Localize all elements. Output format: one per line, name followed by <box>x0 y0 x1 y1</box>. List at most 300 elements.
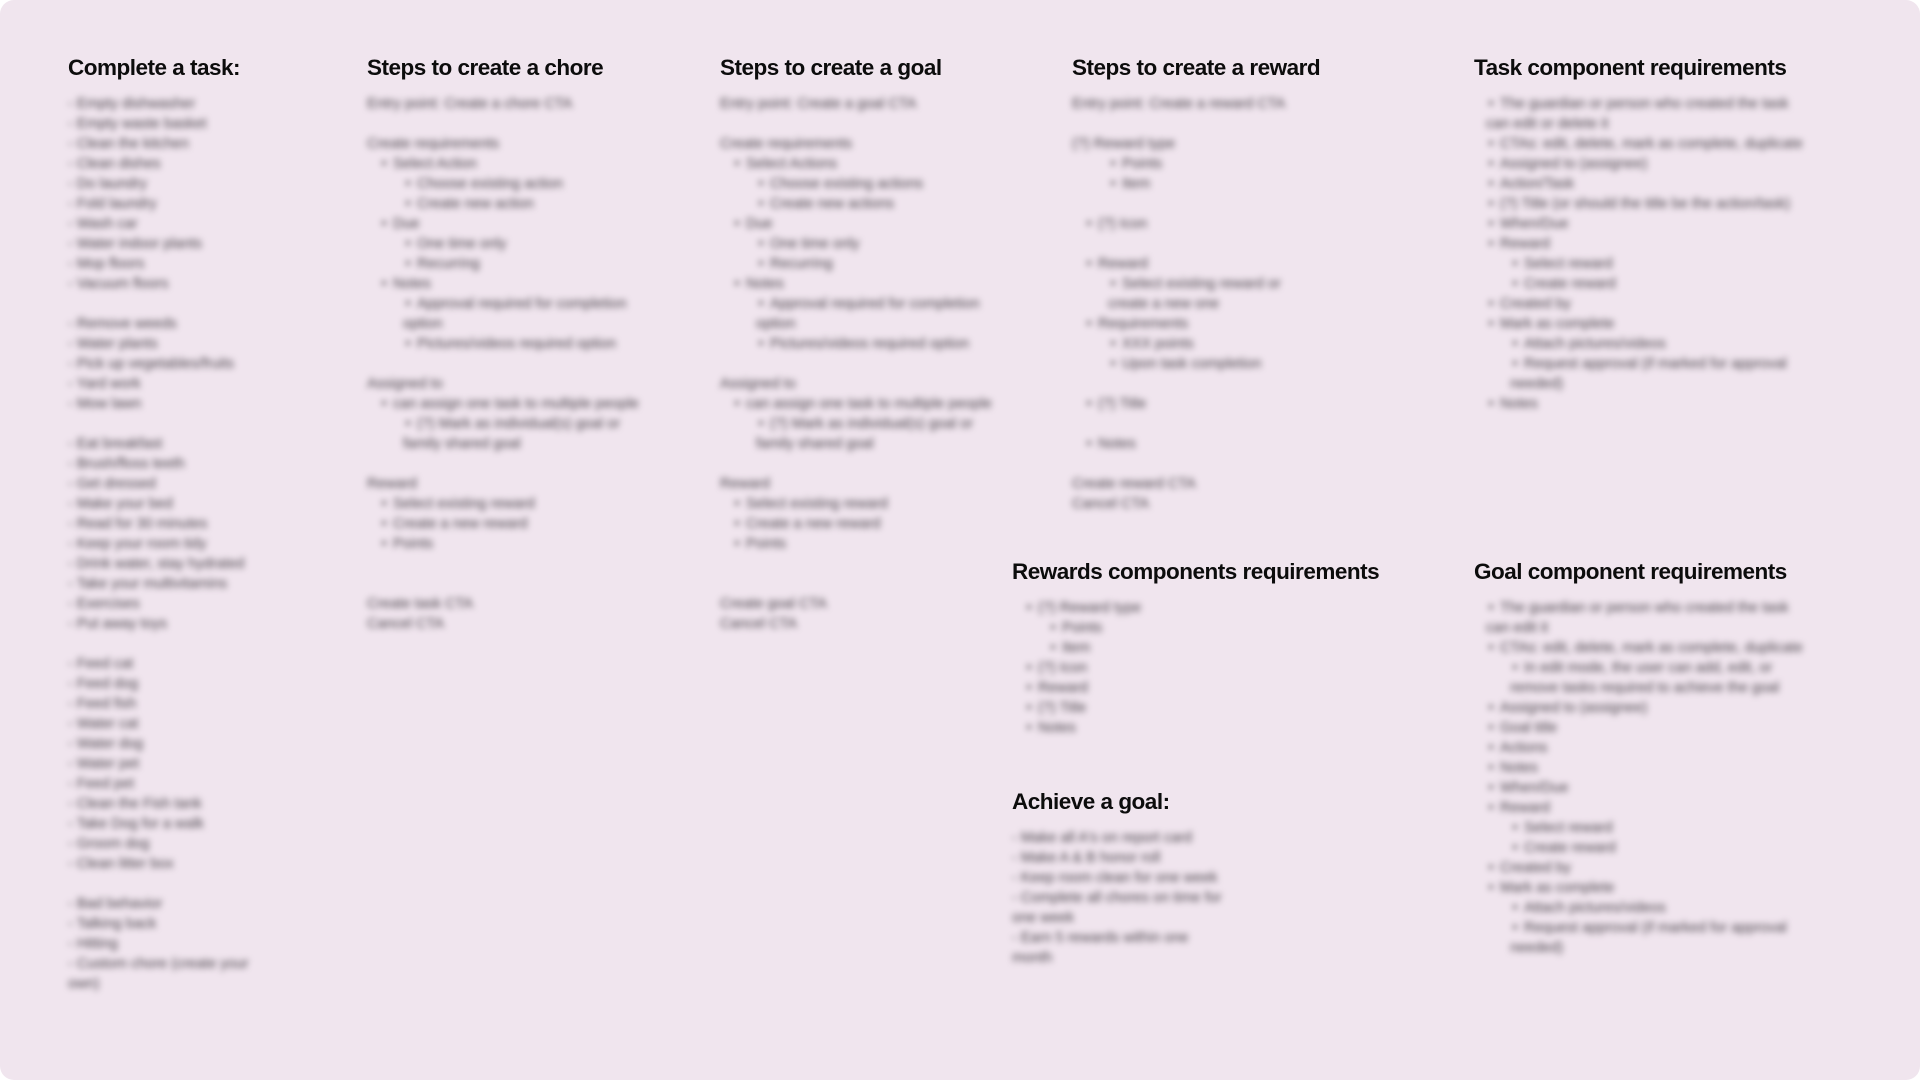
list-item-text: Select existing reward <box>746 496 888 512</box>
list-item <box>1474 274 1809 294</box>
list-item <box>1474 918 1809 958</box>
list-item <box>1474 718 1809 738</box>
list-item <box>1474 334 1809 354</box>
bullet-icon: • <box>1488 296 1494 312</box>
list-item-text: Requirements <box>1098 316 1189 332</box>
list-item-text: - Eat breakfast <box>68 436 163 452</box>
section-body <box>367 94 642 634</box>
bullet-icon: • <box>381 496 387 512</box>
list-item-text: Attach pictures/videos <box>1524 900 1666 916</box>
list-item-text: - Wash car <box>68 216 138 232</box>
list-item <box>1474 798 1809 818</box>
list-item-text: - Fold laundry <box>68 196 157 212</box>
list-item <box>1072 394 1322 414</box>
section-body <box>1474 598 1809 958</box>
list-item <box>720 614 995 634</box>
line-spacer <box>1072 414 1322 434</box>
list-item-text: Select Action <box>393 156 477 172</box>
list-item-text: Approval required for completion option <box>756 296 980 332</box>
bullet-icon: • <box>1488 640 1494 656</box>
bullet-icon: • <box>1488 780 1494 796</box>
section-body <box>1474 94 1809 414</box>
list-item-text: (?) Title <box>1038 700 1087 716</box>
bullet-icon: • <box>734 396 740 412</box>
list-item <box>1474 858 1809 878</box>
bullet-icon: • <box>405 416 411 432</box>
list-item-text: (?) Mark as individual(s) goal or family shared goal <box>756 416 974 452</box>
list-item-text: Create reward CTA <box>1072 476 1196 492</box>
section-achieve-goal <box>1012 788 1227 968</box>
list-item-text: Request approval (if marked for approval needed) <box>1510 920 1787 956</box>
list-item <box>1072 274 1322 314</box>
list-item-text: (?) Reward type <box>1038 600 1142 616</box>
list-item-text: Select reward <box>1524 256 1613 272</box>
list-item-text: Select reward <box>1524 820 1613 836</box>
list-item-text: Create requirements <box>367 136 500 152</box>
list-item <box>720 534 995 554</box>
line-spacer <box>68 874 283 894</box>
bullet-icon: • <box>1110 336 1116 352</box>
list-item-text: When/Due <box>1500 780 1569 796</box>
list-item <box>68 274 283 294</box>
list-item <box>367 494 642 514</box>
list-item-text: - Clean dishes <box>68 156 161 172</box>
list-item <box>1012 698 1432 718</box>
bullet-icon: • <box>1086 436 1092 452</box>
bullet-icon: • <box>1488 740 1494 756</box>
list-item-text: Choose existing actions <box>770 176 924 192</box>
list-item <box>68 94 283 114</box>
list-item-text: - Water dog <box>68 736 144 752</box>
list-item <box>367 374 642 394</box>
list-item <box>1072 154 1322 174</box>
list-item <box>1474 134 1809 154</box>
list-item <box>720 174 995 194</box>
line-spacer <box>1072 374 1322 394</box>
section-goal-component <box>1474 558 1809 958</box>
list-item <box>1012 718 1432 738</box>
list-item <box>68 774 283 794</box>
bullet-icon: • <box>1026 660 1032 676</box>
list-item-text: Request approval (if marked for approval needed) <box>1510 356 1787 392</box>
list-item-text: Created by <box>1500 296 1571 312</box>
list-item <box>1012 868 1227 888</box>
list-item <box>1474 194 1809 214</box>
section-complete-task <box>68 54 283 994</box>
list-item <box>68 954 283 994</box>
bullet-icon: • <box>1512 900 1518 916</box>
list-item <box>720 334 995 354</box>
list-item-text: - Clean the Fish tank <box>68 796 202 812</box>
list-item-text: Item <box>1062 640 1091 656</box>
line-spacer <box>367 454 642 474</box>
bullet-icon: • <box>1488 96 1494 112</box>
bullet-icon: • <box>1488 720 1494 736</box>
list-item-text: Assigned to <box>720 376 796 392</box>
bullet-icon: • <box>405 296 411 312</box>
list-item <box>367 194 642 214</box>
bullet-icon: • <box>1512 840 1518 856</box>
bullet-icon: • <box>734 276 740 292</box>
line-spacer <box>1072 234 1322 254</box>
list-item-text: CTAs: edit, delete, mark as complete, duplicate <box>1500 640 1803 656</box>
list-item-text: - Make your bed <box>68 496 173 512</box>
list-item <box>367 514 642 534</box>
list-item-text: Recurring <box>770 256 833 272</box>
bullet-icon: • <box>1512 920 1518 936</box>
list-item-text: When/Due <box>1500 216 1569 232</box>
line-spacer <box>68 414 283 434</box>
list-item-text: Goal title <box>1500 720 1558 736</box>
bullet-icon: • <box>1086 216 1092 232</box>
list-item <box>68 214 283 234</box>
list-item-text: Entry point: Create a goal CTA <box>720 96 917 112</box>
line-spacer <box>367 554 642 574</box>
list-item <box>68 934 283 954</box>
list-item-text: - Talking back <box>68 916 157 932</box>
list-item-text: Create reward <box>1524 276 1616 292</box>
bullet-icon: • <box>1026 680 1032 696</box>
bullet-icon: • <box>381 536 387 552</box>
list-item <box>1012 598 1432 618</box>
bullet-icon: • <box>381 156 387 172</box>
section-title: Complete a task: <box>68 55 241 80</box>
bullet-icon: • <box>1086 396 1092 412</box>
list-item <box>68 614 283 634</box>
bullet-icon: • <box>1488 196 1494 212</box>
bullet-icon: • <box>405 336 411 352</box>
list-item-text: Due <box>393 216 420 232</box>
section-title: Rewards components requirements <box>1012 559 1380 584</box>
section-create-reward <box>1072 54 1322 514</box>
list-item <box>367 94 642 114</box>
bullet-icon: • <box>758 196 764 212</box>
list-item-text: - Make A & B honor roll <box>1012 850 1161 866</box>
list-item <box>1474 878 1809 898</box>
bullet-icon: • <box>1488 880 1494 896</box>
list-item <box>367 274 642 294</box>
list-item-text: Points <box>1062 620 1103 636</box>
list-item-text: Reward <box>367 476 417 492</box>
list-item-text: (?) Icon <box>1098 216 1148 232</box>
bullet-icon: • <box>1512 356 1518 372</box>
list-item-text: Assigned to (assignee) <box>1500 156 1648 172</box>
bullet-icon: • <box>1110 156 1116 172</box>
list-item-text: Pictures/videos required option <box>417 336 617 352</box>
list-item <box>1012 638 1432 658</box>
list-item-text: Select Actions <box>746 156 838 172</box>
list-item <box>1072 214 1322 234</box>
bullet-icon: • <box>1488 600 1494 616</box>
list-item <box>68 734 283 754</box>
section-body <box>1072 94 1322 514</box>
list-item-text: Create new action <box>417 196 534 212</box>
bullet-icon: • <box>1110 276 1116 292</box>
list-item <box>1012 888 1227 928</box>
list-item <box>720 474 995 494</box>
line-spacer <box>720 554 995 574</box>
list-item <box>1072 474 1322 494</box>
line-spacer <box>367 574 642 594</box>
bullet-icon: • <box>381 396 387 412</box>
bullet-icon: • <box>381 216 387 232</box>
list-item <box>367 414 642 454</box>
list-item <box>68 694 283 714</box>
list-item-text: can assign one task to multiple people <box>746 396 992 412</box>
list-item <box>1474 234 1809 254</box>
list-item <box>68 354 283 374</box>
list-item <box>1474 254 1809 274</box>
list-item-text: Notes <box>393 276 431 292</box>
list-item <box>68 254 283 274</box>
section-title: Steps to create a goal <box>720 55 942 80</box>
bullet-icon: • <box>1026 700 1032 716</box>
line-spacer <box>720 114 995 134</box>
bullet-icon: • <box>405 236 411 252</box>
list-item <box>720 394 995 414</box>
list-item <box>1474 778 1809 798</box>
bullet-icon: • <box>1512 256 1518 272</box>
list-item-text: (?) Icon <box>1038 660 1088 676</box>
section-body <box>68 94 283 994</box>
line-spacer <box>1072 194 1322 214</box>
list-item <box>720 154 995 174</box>
bullet-icon: • <box>734 496 740 512</box>
list-item <box>720 134 995 154</box>
bullet-icon: • <box>758 236 764 252</box>
bullet-icon: • <box>1026 720 1032 736</box>
list-item-text: Select existing reward <box>393 496 535 512</box>
list-item <box>68 714 283 734</box>
list-item <box>1474 314 1809 334</box>
list-item-text: - Bad behavior <box>68 896 163 912</box>
list-item-text: Cancel CTA <box>720 616 798 632</box>
list-item <box>1072 314 1322 334</box>
list-item <box>367 234 642 254</box>
list-item <box>68 134 283 154</box>
list-item <box>1012 618 1432 638</box>
bullet-icon: • <box>405 176 411 192</box>
bullet-icon: • <box>1488 700 1494 716</box>
list-item-text: Entry point: Create a reward CTA <box>1072 96 1286 112</box>
line-spacer <box>367 354 642 374</box>
list-item <box>68 754 283 774</box>
line-spacer <box>720 574 995 594</box>
section-rewards-component <box>1012 558 1432 738</box>
list-item <box>1474 838 1809 858</box>
bullet-icon: • <box>758 176 764 192</box>
list-item-text: Create goal CTA <box>720 596 827 612</box>
list-item <box>720 94 995 114</box>
list-item-text: (?) Mark as individual(s) goal or family shared goal <box>403 416 621 452</box>
list-item <box>1474 738 1809 758</box>
list-item <box>68 554 283 574</box>
list-item-text: Mark as complete <box>1500 880 1615 896</box>
section-title: Steps to create a chore <box>367 55 604 80</box>
bullet-icon: • <box>1488 396 1494 412</box>
list-item <box>68 834 283 854</box>
section-body <box>1012 828 1227 968</box>
line-spacer <box>720 454 995 474</box>
list-item-text: - Get dressed <box>68 476 156 492</box>
list-item-text: Create new actions <box>770 196 895 212</box>
list-item-text: - Custom chore (create your own) <box>68 956 249 992</box>
list-item <box>68 174 283 194</box>
list-item-text: Pictures/videos required option <box>770 336 970 352</box>
list-item-text: Notes <box>1500 396 1538 412</box>
list-item <box>68 474 283 494</box>
bullet-icon: • <box>381 276 387 292</box>
list-item <box>1474 154 1809 174</box>
bullet-icon: • <box>1110 356 1116 372</box>
list-item <box>68 114 283 134</box>
list-item-text: In edit mode, the user can add, edit, or remove tasks required to achieve the goal <box>1510 660 1780 696</box>
list-item-text: Notes <box>1098 436 1136 452</box>
bullet-icon: • <box>1086 256 1092 272</box>
bullet-icon: • <box>758 336 764 352</box>
list-item-text: - Water plants <box>68 336 158 352</box>
list-item <box>720 494 995 514</box>
list-item <box>1012 848 1227 868</box>
list-item-text: The guardian or person who created the task can edit it <box>1486 600 1789 636</box>
list-item <box>1012 828 1227 848</box>
bullet-icon: • <box>734 536 740 552</box>
list-item <box>1474 638 1809 658</box>
bullet-icon: • <box>1488 316 1494 332</box>
list-item <box>1072 254 1322 274</box>
list-item <box>1072 134 1322 154</box>
list-item-text: - Feed fish <box>68 696 137 712</box>
list-item <box>68 494 283 514</box>
bullet-icon: • <box>1110 176 1116 192</box>
bullet-icon: • <box>734 216 740 232</box>
line-spacer <box>68 294 283 314</box>
list-item-text: - Make all A's on report card <box>1012 830 1193 846</box>
list-item <box>68 514 283 534</box>
bullet-icon: • <box>734 516 740 532</box>
list-item-text: Actions <box>1500 740 1548 756</box>
list-item-text: Reward <box>1500 800 1550 816</box>
list-item <box>720 594 995 614</box>
list-item-text: Notes <box>1038 720 1076 736</box>
list-item <box>68 854 283 874</box>
list-item <box>68 574 283 594</box>
list-item <box>367 394 642 414</box>
list-item <box>68 194 283 214</box>
list-item-text: Create task CTA <box>367 596 474 612</box>
list-item <box>367 594 642 614</box>
list-item-text: Due <box>746 216 773 232</box>
bullet-icon: • <box>1488 156 1494 172</box>
bullet-icon: • <box>405 256 411 272</box>
list-item-text: - Vacuum floors <box>68 276 169 292</box>
list-item-text: Create a new reward <box>393 516 528 532</box>
list-item <box>68 314 283 334</box>
bullet-icon: • <box>1086 316 1092 332</box>
list-item <box>1474 898 1809 918</box>
list-item-text: - Water pet <box>68 756 140 772</box>
list-item <box>1474 174 1809 194</box>
section-title: Goal component requirements <box>1474 559 1787 584</box>
list-item-text: Upon task completion <box>1122 356 1262 372</box>
list-item <box>367 154 642 174</box>
list-item-text: Approval required for completion option <box>403 296 627 332</box>
list-item-text: - Clean litter box <box>68 856 174 872</box>
list-item <box>1072 94 1322 114</box>
list-item-text: - Keep room clean for one week <box>1012 870 1218 886</box>
bullet-icon: • <box>1512 336 1518 352</box>
list-item <box>68 374 283 394</box>
list-item <box>367 294 642 334</box>
list-item <box>68 594 283 614</box>
list-item-text: Create a new reward <box>746 516 881 532</box>
list-item <box>720 214 995 234</box>
list-item-text: Select existing reward or create a new one <box>1108 276 1281 312</box>
list-item <box>367 614 642 634</box>
list-item-text: - Keep your room tidy <box>68 536 207 552</box>
list-item <box>367 214 642 234</box>
list-item <box>1012 658 1432 678</box>
list-item-text: - Hitting <box>68 936 118 952</box>
list-item-text: Item <box>1122 176 1151 192</box>
list-item-text: - Mow lawn <box>68 396 142 412</box>
list-item-text: (?) Title <box>1098 396 1147 412</box>
list-item-text: Cancel CTA <box>1072 496 1150 512</box>
list-item <box>68 794 283 814</box>
list-item-text: Recurring <box>417 256 480 272</box>
list-item-text: - Feed dog <box>68 676 139 692</box>
list-item <box>367 474 642 494</box>
list-item <box>68 654 283 674</box>
line-spacer <box>1072 114 1322 134</box>
list-item <box>68 154 283 174</box>
section-title: Task component requirements <box>1474 55 1787 80</box>
list-item-text: Create reward <box>1524 840 1616 856</box>
list-item <box>68 814 283 834</box>
list-item-text: Action/Task <box>1500 176 1575 192</box>
list-item-text: Notes <box>746 276 784 292</box>
list-item <box>720 374 995 394</box>
list-item-text: - Do laundry <box>68 176 147 192</box>
list-item <box>1474 354 1809 394</box>
list-item <box>367 134 642 154</box>
list-item <box>720 274 995 294</box>
list-item <box>720 294 995 334</box>
list-item <box>720 234 995 254</box>
list-item-text: - Mop floors <box>68 256 145 272</box>
list-item-text: - Take Dog for a walk <box>68 816 204 832</box>
list-item-text: can assign one task to multiple people <box>393 396 639 412</box>
section-create-chore <box>367 54 642 634</box>
list-item-text: CTAs: edit, delete, mark as complete, duplicate <box>1500 136 1803 152</box>
list-item-text: XXX points <box>1122 336 1194 352</box>
list-item-text: Assigned to (assignee) <box>1500 700 1648 716</box>
list-item <box>1012 678 1432 698</box>
list-item-text: - Yard work <box>68 376 141 392</box>
bullet-icon: • <box>381 516 387 532</box>
list-item-text: - Water indoor plants <box>68 236 203 252</box>
list-item <box>1072 494 1322 514</box>
list-item <box>1474 698 1809 718</box>
list-item-text: - Remove weeds <box>68 316 177 332</box>
list-item-text: Cancel CTA <box>367 616 445 632</box>
list-item <box>68 674 283 694</box>
section-title: Achieve a goal: <box>1012 789 1170 814</box>
list-item-text: Mark as complete <box>1500 316 1615 332</box>
list-item-text: Reward <box>720 476 770 492</box>
bullet-icon: • <box>405 196 411 212</box>
list-item-text: - Read for 30 minutes <box>68 516 208 532</box>
